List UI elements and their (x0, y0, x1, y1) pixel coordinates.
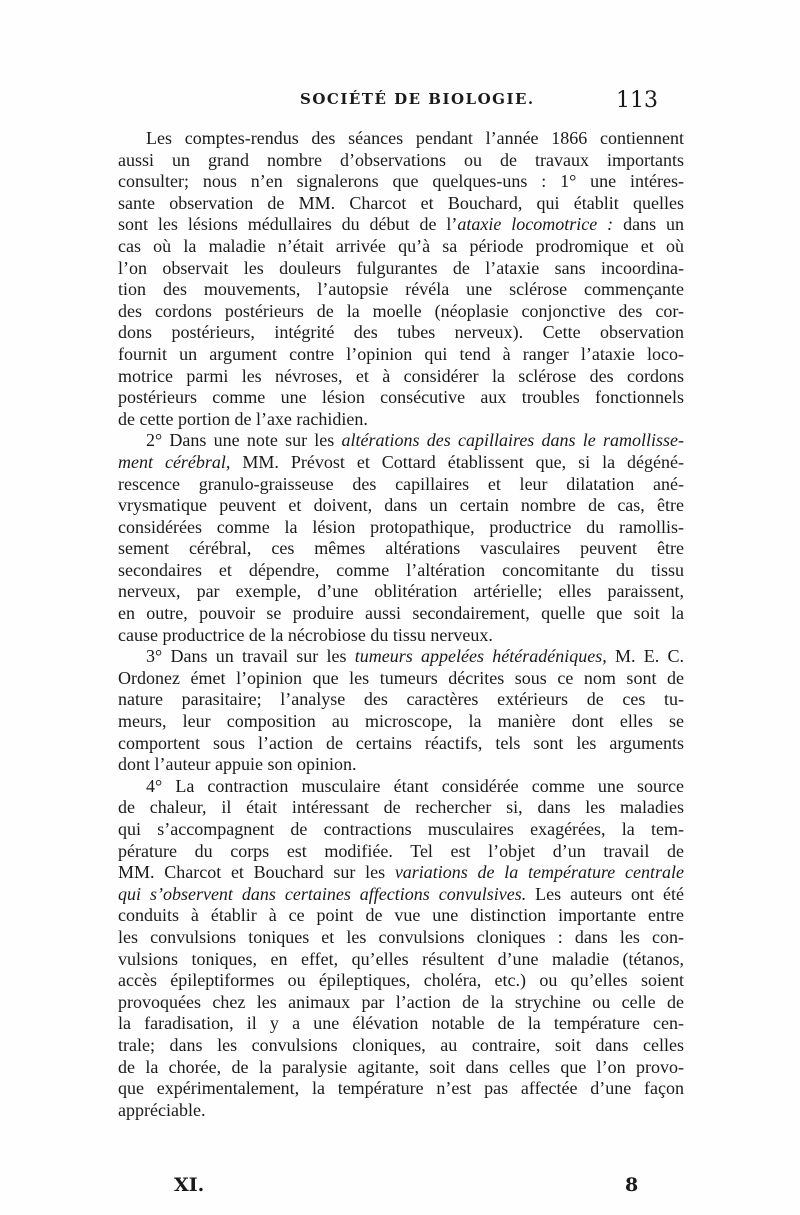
text-line (118, 970, 684, 992)
text-run: 2° Dans une note sur les (146, 430, 342, 451)
text-run: trale; dans les convulsions cloniques, au contraire, soit dans celles (118, 1034, 684, 1055)
text-run: sont les lésions médullaires du début de l’ (118, 214, 458, 235)
sheet-number: 8 (625, 1174, 639, 1196)
text-run: les convulsions toniques et les convulsions cloniques : dans les con- (118, 926, 684, 947)
text-run: fournit un argument contre l’opinion qui tend à ranger l’ataxie loco- (118, 343, 684, 364)
text-run: considérées comme la lésion protopathique, productrice du ramollis- (118, 516, 684, 537)
text-line (118, 689, 684, 711)
text-line (118, 581, 684, 603)
text-run: M. E. C. (606, 646, 684, 667)
text-line (118, 862, 684, 884)
text-run: cas où la maladie n’était arrivée qu’à sa période prodromique et où (118, 235, 684, 256)
text-run: vulsions toniques, en effet, qu’elles résultent d’une maladie (tétanos, (118, 948, 684, 969)
text-line (118, 884, 684, 906)
text-run: dons postérieurs, intégrité des tubes nerveux). Cette observation (118, 322, 684, 343)
text-line (118, 322, 684, 344)
text-line (118, 409, 684, 431)
text-run: appréciable. (118, 1099, 206, 1120)
text-run: de cette portion de l’axe rachidien. (118, 408, 368, 429)
body-text (118, 128, 684, 1121)
text-run: motrice parmi les névroses, et à considérer la sclérose des cordons (118, 365, 684, 386)
text-run: aussi un grand nombre d’observations ou de travaux importants (118, 149, 684, 170)
text-line (118, 495, 684, 517)
text-run: pérature du corps est modifiée. Tel est l’objet d’un travail de (118, 840, 684, 861)
text-run: consulter; nous n’en signalerons que quelques-uns : 1° une intéres- (118, 171, 684, 192)
text-run: 4° La contraction musculaire étant considérée comme une source (146, 775, 684, 796)
text-run: Les auteurs ont été (526, 883, 685, 904)
text-run: provoquées chez les animaux par l’action de la strychine ou celle de (118, 991, 684, 1012)
text-run: MM. Prévost et Cottard établissent que, si la dégéné- (230, 451, 685, 472)
text-line (118, 603, 684, 625)
text-line (118, 538, 684, 560)
text-line (118, 430, 684, 452)
text-line (118, 128, 684, 150)
text-line (118, 258, 684, 280)
text-line (118, 1057, 684, 1079)
text-run: la faradisation, il y a une élévation notable de la température cen- (118, 1013, 684, 1034)
text-run: dans un (613, 214, 685, 235)
text-run: en outre, pouvoir se produire aussi secondairement, quelle que soit la (118, 603, 684, 624)
italic-run: qui s’observent dans certaines affections convulsives. (118, 883, 527, 904)
text-run: 3° Dans un travail sur les (146, 646, 355, 667)
text-run: que expérimentalement, la température n’est pas affectée d’une façon (118, 1078, 684, 1099)
text-line (118, 279, 684, 301)
text-run: nerveux, par exemple, d’une oblitération artérielle; elles paraissent, (118, 581, 684, 602)
text-line (118, 754, 684, 776)
text-line (118, 193, 684, 215)
text-line (118, 711, 684, 733)
text-line (118, 992, 684, 1014)
text-run: dont l’auteur appuie son opinion. (118, 754, 357, 775)
italic-run: altérations des capillaires dans le ramollisse- (341, 430, 684, 451)
text-line (118, 301, 684, 323)
text-line (118, 171, 684, 193)
text-line (118, 366, 684, 388)
text-run: sement cérébral, ces mêmes altérations vasculaires peuvent être (118, 538, 684, 559)
page-number: 113 (616, 88, 658, 113)
text-line (118, 474, 684, 496)
text-line (118, 949, 684, 971)
text-run: secondaires et dépendre, comme l’altération concomitante du tissu (118, 559, 684, 580)
text-run: Ordonez émet l’opinion que les tumeurs décrites sous ce nom sont de (118, 667, 684, 688)
text-line (118, 841, 684, 863)
text-run: comportent sous l’action de certains réactifs, tels sont les arguments (118, 732, 684, 753)
text-line (118, 236, 684, 258)
text-line (118, 517, 684, 539)
text-line (118, 452, 684, 474)
italic-run: tumeurs appelées hétéradéniques, (354, 646, 607, 667)
text-run: accès épileptiformes ou épileptiques, choléra, etc.) ou qu’elles soient (118, 970, 684, 991)
text-line (118, 150, 684, 172)
text-run: postérieurs comme une lésion consécutive aux troubles fonctionnels (118, 387, 684, 408)
text-line (118, 927, 684, 949)
text-run: Les comptes-rendus des séances pendant l’année 1866 contiennent (146, 128, 684, 148)
text-line (118, 668, 684, 690)
text-line (118, 1035, 684, 1057)
text-line (118, 905, 684, 927)
text-run: de la chorée, de la paralysie agitante, soit dans celles que l’on provo- (118, 1056, 684, 1077)
text-run: conduits à établir à ce point de vue une distinction importante entre (118, 905, 684, 926)
text-run: tion des mouvements, l’autopsie révéla une sclérose commençante (118, 279, 684, 300)
text-run: des cordons postérieurs de la moelle (néoplasie conjonctive des cor- (118, 300, 684, 321)
text-line (118, 646, 684, 668)
text-line (118, 776, 684, 798)
italic-run: ment cérébral, (118, 451, 231, 472)
text-line (118, 1078, 684, 1100)
text-run: sante observation de MM. Charcot et Bouchard, qui établit quelles (118, 192, 684, 213)
signature-mark: XI. (174, 1174, 205, 1196)
text-line (118, 387, 684, 409)
text-line (118, 797, 684, 819)
text-line (118, 1100, 684, 1122)
text-run: de chaleur, il était intéressant de rechercher si, dans les maladies (118, 797, 684, 818)
italic-run: ataxie locomotrice : (457, 214, 614, 235)
text-run: nature parasitaire; l’analyse des caractères extérieurs de ces tu- (118, 689, 684, 710)
text-line (118, 625, 684, 647)
text-run: cause productrice de la nécrobiose du tissu nerveux. (118, 624, 493, 645)
running-head: SOCIÉTÉ DE BIOLOGIE. (300, 90, 535, 108)
text-line (118, 819, 684, 841)
text-run: rescence granulo-graisseuse des capillaires et leur dilatation ané- (118, 473, 684, 494)
text-line (118, 1013, 684, 1035)
text-line (118, 214, 684, 236)
text-run: vrysmatique peuvent et doivent, dans un certain nombre de cas, être (118, 495, 684, 516)
text-run: meurs, leur composition au microscope, la manière dont elles se (118, 711, 684, 732)
text-run: l’on observait les douleurs fulgurantes de l’ataxie sans incoordina- (118, 257, 684, 278)
text-line (118, 733, 684, 755)
text-run: qui s’accompagnent de contractions musculaires exagérées, la tem- (118, 819, 684, 839)
text-line (118, 344, 684, 366)
text-line (118, 560, 684, 582)
italic-run: variations de la température centrale (394, 862, 684, 883)
text-run: MM. Charcot et Bouchard sur les (118, 862, 395, 883)
